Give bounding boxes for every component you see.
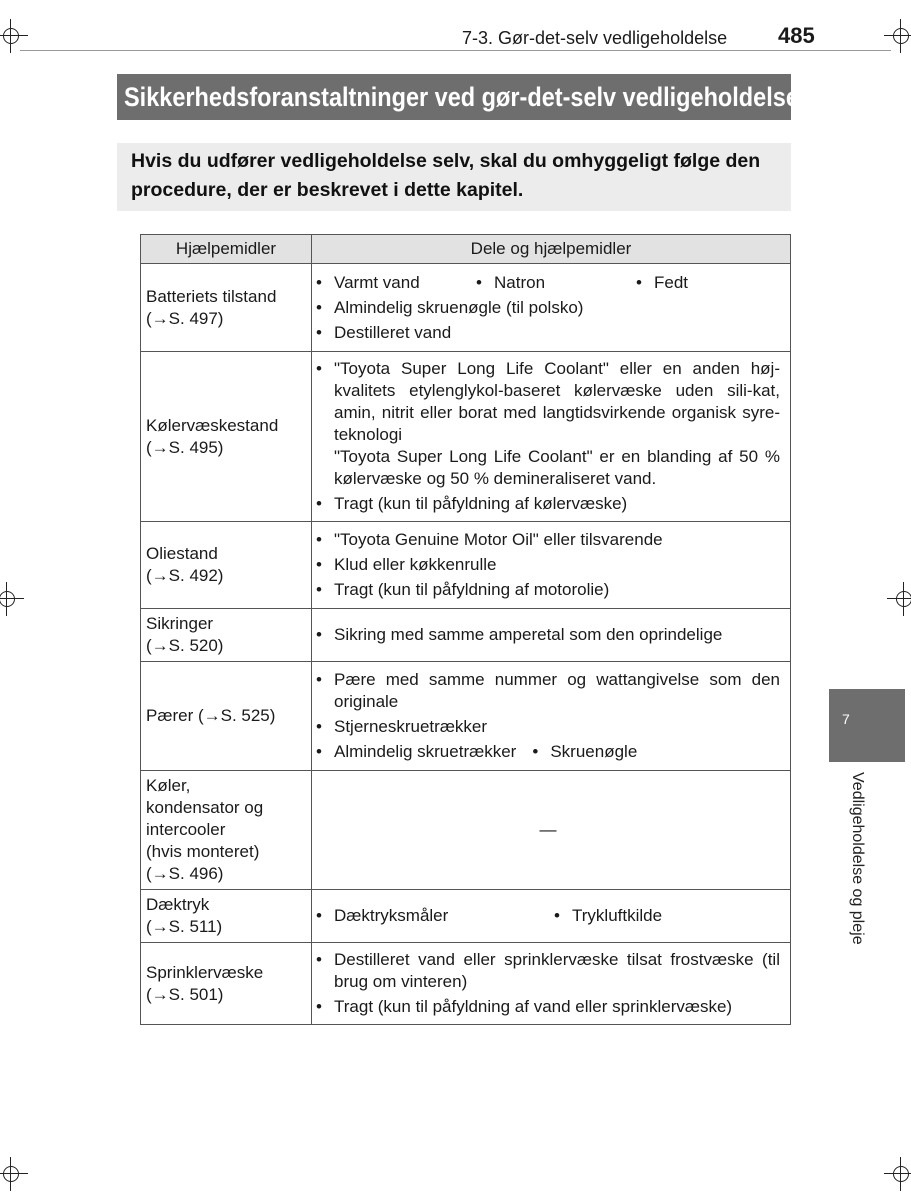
bullet-mark: • [316,555,322,574]
bullet-mark: • [316,494,322,513]
column-header-parts: Dele og hjælpemidler [312,235,791,264]
bullet-mark: • [316,322,322,342]
list-item: "Toyota Genuine Motor Oil" eller tilsvarende [334,530,663,549]
header-divider [20,50,891,51]
bullet-mark: • [316,742,322,761]
tool-category-line: Sprinklervæske [146,962,264,982]
chapter-label: Vedligeholdelse og pleje [849,772,866,945]
list-item: Almindelig skruetrækker [334,742,517,761]
table-row [141,609,791,662]
list-item: Almindelig skruenøgle (til polsko) [334,297,584,317]
parts-cell [312,609,791,662]
parts-list-item [316,554,780,576]
parts-list-item [316,493,780,515]
list-item: Stjerneskruetrækker [334,717,488,736]
tool-category-cell [141,771,312,890]
list-item: Tragt (kun til påfyldning af motorolie) [334,580,610,599]
parts-cell [312,264,791,352]
parts-cell [312,943,791,1025]
parts-inline-list [316,272,780,294]
parts-list-item [316,624,780,646]
parts-list-item [316,297,780,319]
tool-category-line: Batteriets tilstand [146,286,277,306]
intro-text: Hvis du udfører vedligeholdelse selv, skal du omhyggeligt følge den procedure, der er beskrevet i dette kapitel. [117,143,791,211]
parts-list-item [316,358,780,490]
registration-mark-bottom-left [0,1163,22,1185]
parts-list-item [316,996,780,1018]
bullet-mark: • [316,359,322,378]
column-header-tools: Hjælpemidler [141,235,312,264]
bullet-mark: • [476,272,482,292]
tool-category-line: kondensator og [146,798,264,817]
table-row [141,771,791,890]
parts-cell [312,352,791,522]
page-title: Sikkerhedsforanstaltninger ved gør-det-selv vedligeholdelse [124,82,799,112]
bullet-mark: • [316,670,322,689]
parts-list-item [316,322,780,344]
parts-cell [312,771,791,890]
list-item: Fedt [654,272,689,292]
tool-category-line: (→S. 492) [146,566,224,585]
empty-mark: — [539,820,557,839]
bullet-mark: • [316,906,322,925]
parts-list-item [316,579,780,601]
bullet-mark: • [316,530,322,549]
tool-category-line: Sikringer [146,614,214,633]
parts-cell [312,522,791,609]
tool-category-line: intercooler [146,820,226,839]
tool-category-line: Dæktryk [146,895,210,914]
section-label: 7-3. Gør-det-selv vedligeholdelse [462,28,728,48]
title-bar [117,74,799,120]
list-item: Pære med samme nummer og wattangivelse som den originale [334,670,780,711]
tool-category-line: (→S. 520) [146,636,224,655]
tool-category-line: (→S. 501) [146,984,224,1004]
bullet-mark: • [316,997,322,1016]
bullet-mark: • [316,272,322,292]
table-header-row [141,235,791,264]
list-item: Sikring med samme amperetal som den oprindelige [334,625,723,644]
bullet-mark: • [532,742,539,761]
table-row [141,662,791,771]
tool-category-line: (→S. 511) [146,917,223,936]
list-item: Skruenøgle [550,742,638,761]
tool-category-cell [141,609,312,662]
tool-category-line: (hvis monteret) [146,842,260,861]
bullet-mark: • [554,906,560,925]
tool-category-line: Kølervæskestand [146,415,279,435]
registration-mark-top-left [0,25,22,47]
table-row [141,352,791,522]
table-row [141,943,791,1025]
parts-list-item [316,716,780,738]
tool-category-line: (→S. 497) [146,308,224,328]
list-item: Natron [494,272,546,292]
bullet-mark: • [316,580,322,599]
tool-category-cell [141,522,312,609]
tool-category-line: Køler, [146,776,191,795]
tool-category-cell [141,352,312,522]
tool-category-cell [141,890,312,943]
tools-table [140,234,791,1025]
parts-list-item [316,669,780,713]
list-item: Destilleret vand [334,322,452,342]
parts-cell [312,662,791,771]
parts-cell [312,890,791,943]
list-item: Tragt (kun til påfyldning af kølervæske) [334,494,628,513]
bullet-mark: • [316,717,322,736]
table-row [141,890,791,943]
list-item: Dæktryksmåler [334,906,449,925]
list-item: Klud eller køkkenrulle [334,555,497,574]
tool-category-line: Oliestand [146,544,218,563]
bullet-mark: • [316,625,322,644]
tool-category-line: Pærer (→S. 525) [146,706,276,725]
list-item: Trykluftkilde [572,906,663,925]
parts-inline-list [316,905,780,927]
table-row [141,522,791,609]
parts-inline-list [316,741,780,763]
registration-mark-top-right [890,25,911,47]
parts-list-item [316,949,780,993]
tool-category-cell [141,264,312,352]
table-body [141,264,791,1025]
tool-category-cell [141,943,312,1025]
bullet-mark: • [316,297,322,317]
page-number: 485 [778,23,815,48]
tool-category-line: (→S. 495) [146,437,224,457]
tool-category-line: (→S. 496) [146,864,224,883]
bullet-mark: • [636,272,642,292]
list-item: Tragt (kun til påfyldning af vand eller sprinklervæske) [334,997,733,1016]
table-row [141,264,791,352]
list-item: Varmt vand [334,272,420,292]
registration-mark-mid-left [0,588,18,610]
registration-mark-bottom-right [890,1163,911,1185]
list-item: Destilleret vand eller sprinklervæske tilsat frostvæske (til brug om vinteren) [334,950,780,991]
chapter-tab [829,689,905,762]
chapter-number: 7 [842,711,850,727]
parts-list-item [316,529,780,551]
bullet-mark: • [316,950,322,969]
list-item: "Toyota Super Long Life Coolant" eller en anden høj-kvalitets etylenglykol-baseret kølervæske uden sili-kat, amin, nitrit eller borat med langtidsvirkende organisk syre-teknologi "Toyota Super Long Life Coolant" er en blanding af 50 % kølervæske og 50 % demineraliseret vand. [334,359,780,488]
tool-category-cell [141,662,312,771]
registration-mark-mid-right [893,588,911,610]
